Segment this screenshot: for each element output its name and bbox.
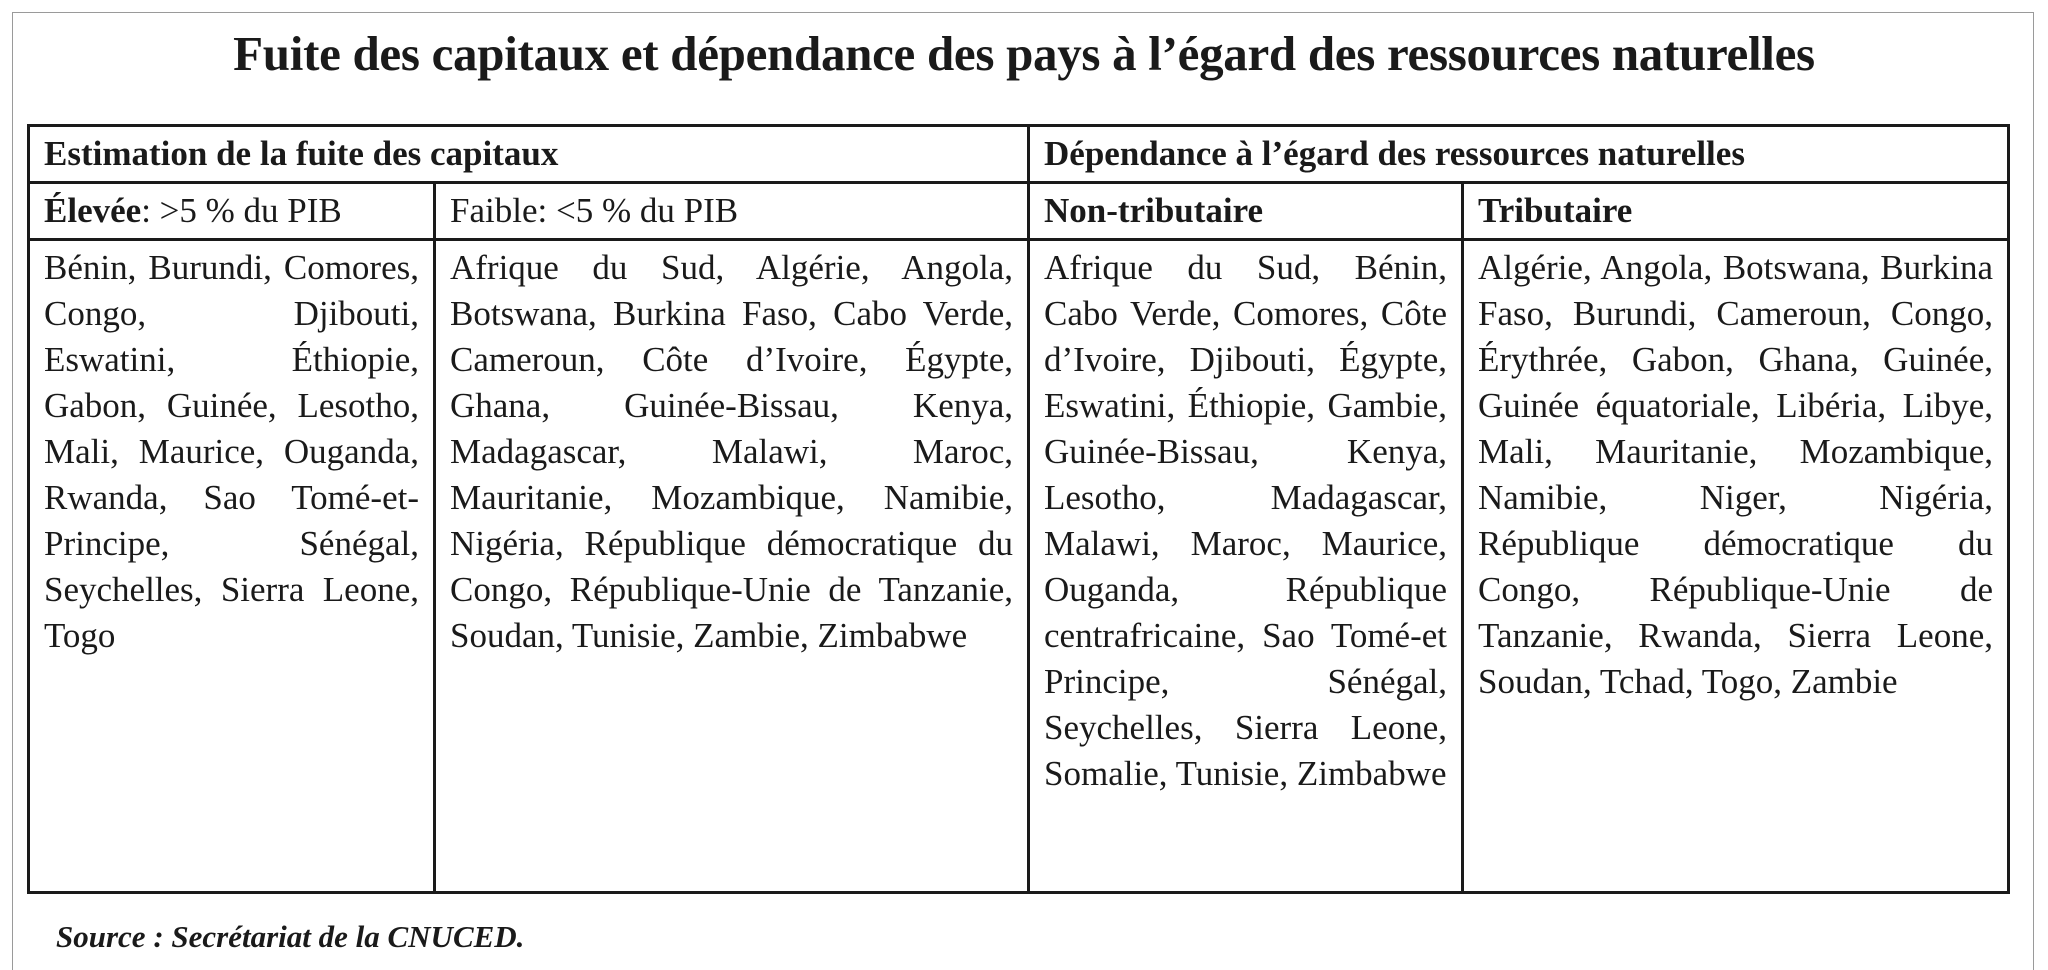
- source-note: Source : Secrétariat de la CNUCED.: [56, 919, 525, 954]
- header-resource-dependence: Dépendance à l’égard des ressources naturelles: [1029, 126, 2009, 183]
- cell-dependent-countries: Algérie, Angola, Botswana, Burkina Faso, Burundi, Cameroun, Congo, Érythrée, Gabon, Ghana, Guinée, Guinée équatoriale, Libéria, Libye, Mali, Mauritanie, Mozambique, Namibie, Niger, Nigéria, République démocratique du Congo, République-Unie de Tanzanie, Rwanda, Sierra Leone, Soudan, Tchad, Togo, Zambie: [1463, 240, 2009, 893]
- cell-non-dependent-countries: Afrique du Sud, Bénin, Cabo Verde, Comores, Côte d’Ivoire, Djibouti, Égypte, Eswatini, Éthiopie, Gambie, Guinée-Bissau, Kenya, Lesotho, Madagascar, Malawi, Maroc, Maurice, Ouganda, République centrafricaine, Sao Tomé-et Principe, Sénégal, Seychelles, Sierra Leone, Somalie, Tunisie, Zimbabwe: [1029, 240, 1463, 893]
- subheader-low: Faible: <5 % du PIB: [435, 183, 1029, 240]
- table-header-row: [29, 126, 2009, 183]
- subheader-high-rest: : >5 % du PIB: [141, 191, 342, 230]
- table-row: [29, 240, 2009, 893]
- cell-low-countries: Afrique du Sud, Algérie, Angola, Botswana, Burkina Faso, Cabo Verde, Cameroun, Côte d’Ivoire, Égypte, Ghana, Guinée-Bissau, Kenya, Madagascar, Malawi, Maroc, Mauritanie, Mozambique, Namibie, Nigéria, République démocratique du Congo, République-Unie de Tanzanie, Soudan, Tunisie, Zambie, Zimbabwe: [435, 240, 1029, 893]
- subheader-non-dependent: Non-tributaire: [1029, 183, 1463, 240]
- subheader-high: [29, 183, 435, 240]
- table-subheader-row: [29, 183, 2009, 240]
- page-title: Fuite des capitaux et dépendance des pays à l’égard des ressources naturelles: [233, 26, 1815, 81]
- data-table: [27, 124, 2010, 894]
- subheader-dependent: Tributaire: [1463, 183, 2009, 240]
- subheader-high-label: Élevée: [44, 191, 142, 230]
- header-capital-flight: Estimation de la fuite des capitaux: [29, 126, 1029, 183]
- cell-high-countries: Bénin, Burundi, Comores, Congo, Djibouti, Eswatini, Éthiopie, Gabon, Guinée, Lesotho, Mali, Maurice, Ouganda, Rwanda, Sao Tomé-et-Principe, Sénégal, Seychelles, Sierra Leone, Togo: [29, 240, 435, 893]
